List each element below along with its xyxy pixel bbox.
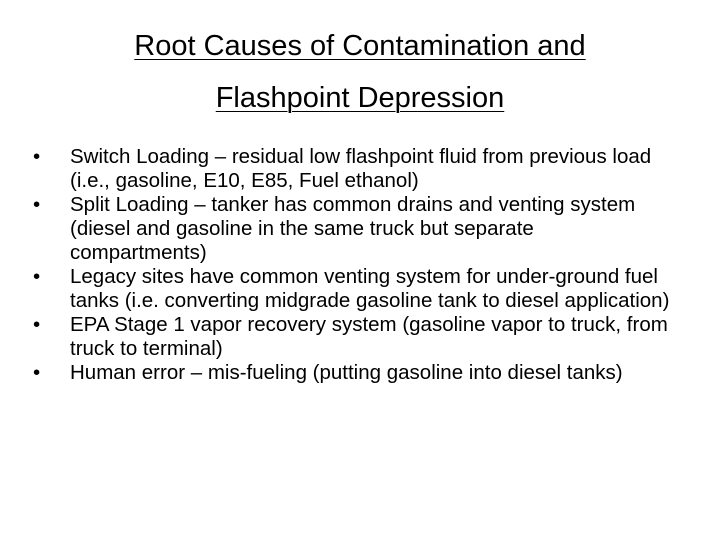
bullet-text: Legacy sites have common venting system for under-ground fuel tanks (i.e. converting midgrade gasoline tank to diesel application) xyxy=(70,265,670,312)
bullet-text: EPA Stage 1 vapor recovery system (gasoline vapor to truck, from truck to terminal) xyxy=(70,313,668,360)
slide-title-line-2: Flashpoint Depression xyxy=(215,82,505,114)
bullet-text: Switch Loading – residual low flashpoint fluid from previous load (i.e., gasoline, E10, E85, Fuel ethanol) xyxy=(70,145,652,192)
slide-title xyxy=(60,20,660,124)
bullet-item-human-error xyxy=(33,361,673,385)
bullet-dot: • xyxy=(33,193,41,216)
bullet-text: Human error – mis-fueling (putting gasoline into diesel tanks) xyxy=(70,361,623,384)
bullet-item-split-loading xyxy=(33,193,673,265)
bullet-dot: • xyxy=(33,265,41,288)
slide-title-line-1: Root Causes of Contamination and xyxy=(134,30,586,62)
bullet-item-legacy-sites xyxy=(33,265,673,313)
bullet-dot: • xyxy=(33,361,41,384)
bullet-dot: • xyxy=(33,313,41,336)
bullet-item-epa-stage-1 xyxy=(33,313,673,361)
bullet-item-switch-loading xyxy=(33,145,673,193)
bullet-text: Split Loading – tanker has common drains and venting system (diesel and gasoline in the same truck but separate compartments) xyxy=(70,193,636,264)
bullet-dot: • xyxy=(33,145,41,168)
bullet-list xyxy=(33,145,673,385)
